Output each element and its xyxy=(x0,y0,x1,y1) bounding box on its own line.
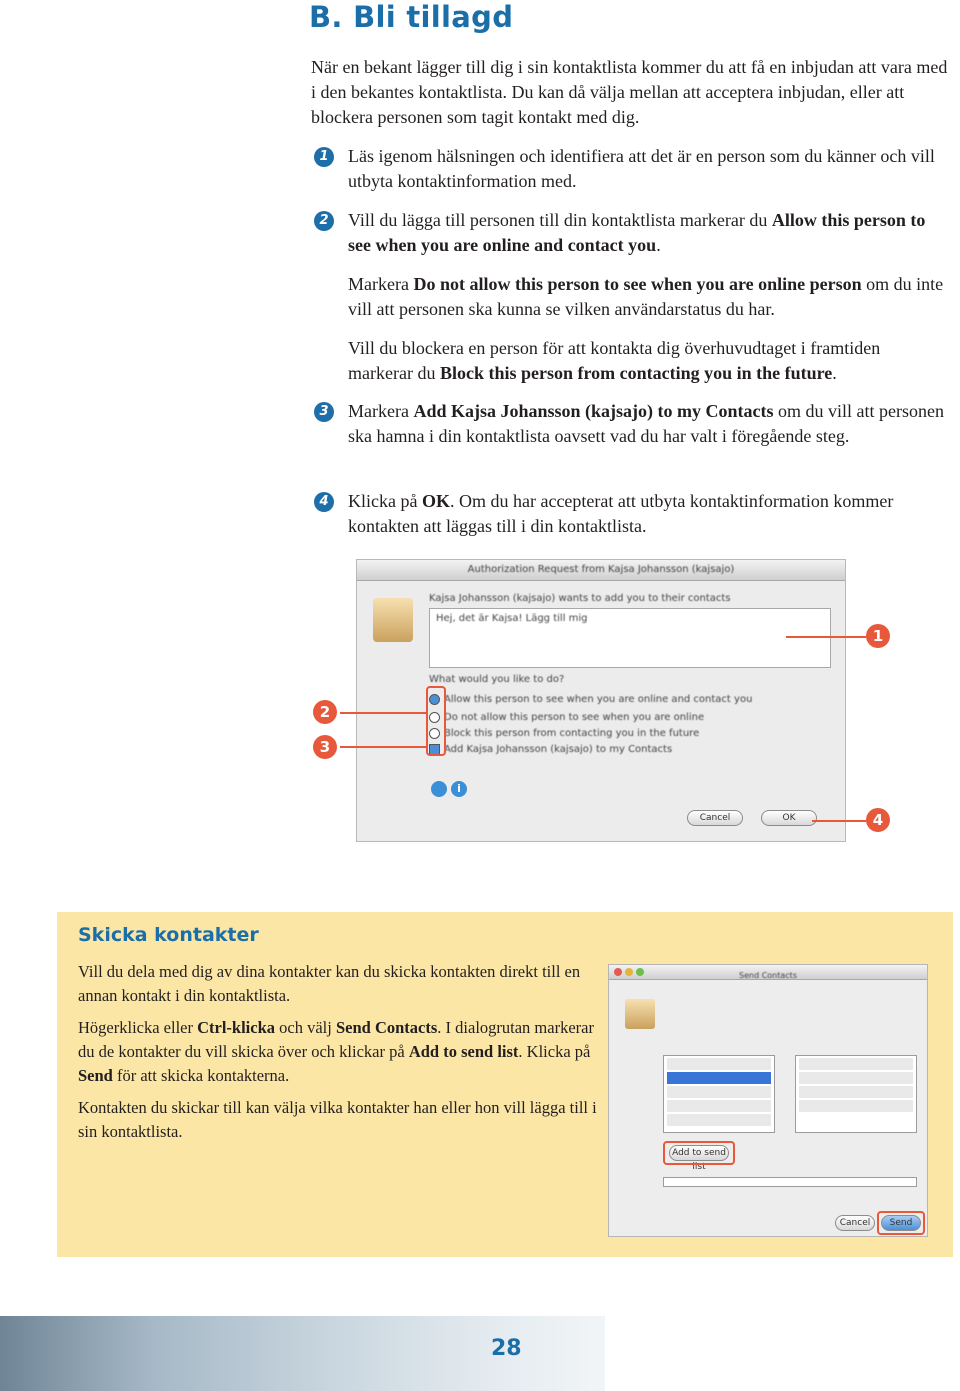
envelope-icon xyxy=(625,999,655,1029)
add-to-send-list-button[interactable]: Add to send list xyxy=(669,1145,729,1161)
options-label: What would you like to do? xyxy=(429,674,565,685)
radio-deny[interactable]: Do not allow this person to see when you are online xyxy=(429,708,704,722)
dialog-titlebar: Authorization Request from Kajsa Johansson (kajsajo) xyxy=(357,560,845,581)
callout-line-1 xyxy=(786,636,866,638)
add-button-highlight xyxy=(663,1141,735,1165)
list-row-selected[interactable] xyxy=(667,1072,771,1084)
step-4-text: Klicka på OK. Om du har accepterat att utbyta kontaktinformation kommer kontakten att läggas till i din kontaktlista. xyxy=(348,491,894,536)
step-3-text: Markera Add Kajsa Johansson (kajsajo) to my Contacts om du vill att personen ska hamna i din kontaktlista oavsett vad du har valt i föregående steg. xyxy=(348,401,944,446)
list-row[interactable] xyxy=(799,1100,913,1112)
window-close-icon[interactable] xyxy=(614,968,622,976)
step-3-badge: 3 xyxy=(314,402,334,422)
list-row[interactable] xyxy=(667,1114,771,1126)
callout-line-3 xyxy=(340,746,428,748)
extra-paragraph-1: Markera Do not allow this person to see when you are online person om du inte vill att personen ska kunna se vilken användarstatus du har. xyxy=(348,274,944,319)
callout-1: 1 xyxy=(866,624,890,648)
section-heading: B. Bli tillagd xyxy=(309,0,514,34)
callout-3: 3 xyxy=(313,735,337,759)
window-zoom-icon[interactable] xyxy=(636,968,644,976)
list-row[interactable] xyxy=(799,1058,913,1070)
sidebar-paragraph-1: Vill du dela med dig av dina kontakter kan du skicka kontakten direkt till en annan kontakt i din kontaktlista. xyxy=(78,962,581,1005)
message-box: Hej, det är Kajsa! Lägg till mig xyxy=(429,608,831,668)
step-2-badge: 2 xyxy=(314,211,334,231)
progress-bar xyxy=(663,1177,917,1187)
message-label: Kajsa Johansson (kajsajo) wants to add you to their contacts xyxy=(429,593,731,604)
step-1-badge: 1 xyxy=(314,147,334,167)
step-4-badge: 4 xyxy=(314,492,334,512)
step-1-text: Läs igenom hälsningen och identifiera att det är en person som du känner och vill utbyta kontaktinformation med. xyxy=(348,146,935,191)
list-row[interactable] xyxy=(667,1058,771,1070)
info-icon[interactable]: i xyxy=(451,781,467,797)
callout-line-2 xyxy=(340,712,428,714)
radio-allow[interactable]: Allow this person to see when you are online and contact you xyxy=(429,690,752,704)
user-avatar-icon xyxy=(373,598,413,642)
cancel-button[interactable]: Cancel xyxy=(687,810,743,826)
send-button-highlight xyxy=(877,1211,925,1235)
list-row[interactable] xyxy=(799,1086,913,1098)
ok-button[interactable]: OK xyxy=(761,810,817,826)
list-row[interactable] xyxy=(667,1086,771,1098)
sidebar-paragraph-3: Kontakten du skickar till kan välja vilka kontakter han eller hon vill lägga till i sin kontaktlista. xyxy=(78,1098,597,1141)
contacts-list[interactable] xyxy=(663,1055,775,1133)
window-minimize-icon[interactable] xyxy=(625,968,633,976)
callout-2: 2 xyxy=(313,700,337,724)
checkbox-add-contact[interactable]: Add Kajsa Johansson (kajsajo) to my Contacts xyxy=(429,740,672,754)
step-2-text: Vill du lägga till personen till din kontaktlista markerar du Allow this person to see when you are online and contact you. xyxy=(348,210,926,255)
send-button[interactable]: Send xyxy=(881,1215,921,1231)
callout-4: 4 xyxy=(866,808,890,832)
send-list[interactable] xyxy=(795,1055,917,1133)
list-row[interactable] xyxy=(667,1100,771,1112)
cancel-button[interactable]: Cancel xyxy=(835,1215,875,1231)
options-highlight xyxy=(426,686,446,756)
send-contacts-dialog-screenshot xyxy=(608,964,928,1237)
list-row[interactable] xyxy=(799,1072,913,1084)
page-number: 28 xyxy=(491,1336,522,1361)
intro-paragraph: När en bekant lägger till dig i sin kontaktlista kommer du att få en inbjudan att vara med i den bekantes kontaktlista. Du kan då välja mellan att acceptera inbjudan, eller att blockera personen som tagit kontakt med dig. xyxy=(311,57,948,127)
radio-block[interactable]: Block this person from contacting you in the future xyxy=(429,724,699,738)
sidebar-paragraph-2: Högerklicka eller Ctrl-klicka och välj Send Contacts. I dialogrutan markerar du de kontakter du vill skicka över och klickar på Add to send list. Klicka på Send för att skicka kontakterna. xyxy=(78,1018,594,1085)
sidebar-title: Skicka kontakter xyxy=(78,924,259,946)
callout-line-4 xyxy=(812,820,866,822)
dialog-titlebar: Send Contacts xyxy=(609,965,927,980)
extra-paragraph-2: Vill du blockera en person för att kontakta dig överhuvudtaget i framtiden markerar du Block this person from contacting you in the future. xyxy=(348,338,881,383)
help-icon[interactable] xyxy=(431,781,447,797)
